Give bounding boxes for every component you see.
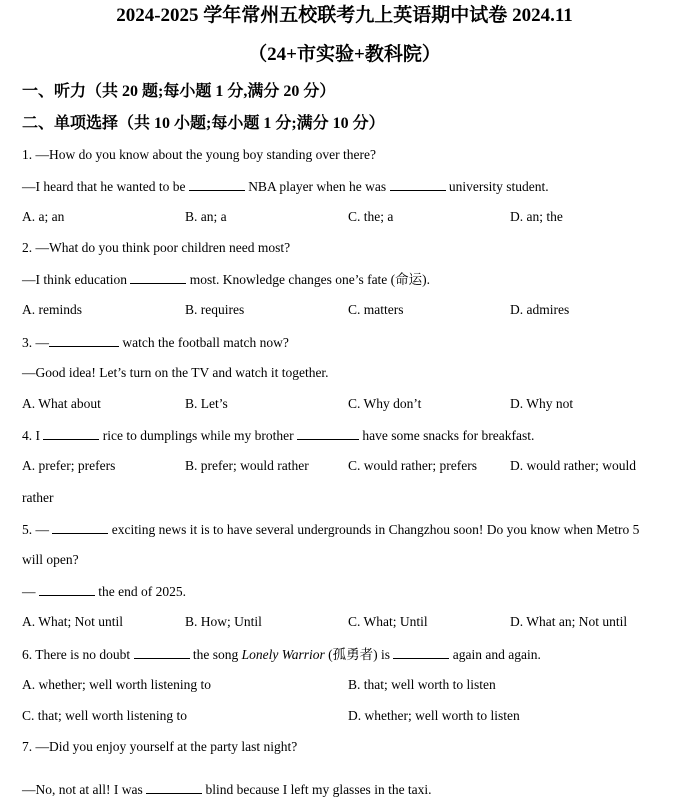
question-6-stem: 6. There is no doubt the song Lonely Warrior (孤勇者) is again and again. bbox=[22, 647, 541, 662]
song-title: Lonely Warrior bbox=[241, 647, 325, 662]
question-3-option-b: B. Let’s bbox=[185, 396, 228, 411]
question-2-option-a: A. reminds bbox=[22, 302, 82, 317]
question-3-option-a: A. What about bbox=[22, 396, 101, 411]
question-1-option-b: B. an; a bbox=[185, 209, 227, 224]
blank bbox=[39, 582, 95, 596]
question-6-option-d: D. whether; well worth to listen bbox=[348, 708, 520, 723]
exam-subtitle: （24+市实验+教科院） bbox=[248, 44, 441, 65]
question-7-stem: 7. —Did you enjoy yourself at the party last night? bbox=[22, 739, 298, 754]
exam-title: 2024-2025 学年常州五校联考九上英语期中试卷 2024.11 bbox=[116, 5, 573, 26]
question-2-answer-line: —I think education most. Knowledge changes one’s fate (命运). bbox=[22, 272, 431, 287]
question-5-option-d: D. What an; Not until bbox=[510, 614, 628, 629]
question-5-reply: — the end of 2025. bbox=[22, 584, 186, 599]
question-2-stem: 2. —What do you think poor children need most? bbox=[22, 240, 291, 255]
question-5-stem: 5. — exciting news it is to have several undergrounds in Changzhou soon! Do you know when Metro 5 bbox=[22, 522, 640, 537]
question-1-option-d: D. an; the bbox=[510, 209, 563, 224]
blank bbox=[146, 780, 202, 794]
blank bbox=[52, 520, 108, 534]
question-3-option-d: D. Why not bbox=[510, 396, 574, 411]
question-5-option-b: B. How; Until bbox=[185, 614, 262, 629]
question-4-option-d-wrap: rather bbox=[22, 490, 54, 505]
blank bbox=[297, 426, 359, 440]
question-1-answer-line: —I heard that he wanted to be NBA player when he was university student. bbox=[22, 179, 549, 194]
blank bbox=[390, 177, 446, 191]
question-3-stem: 3. — watch the football match now? bbox=[22, 335, 289, 350]
question-3-reply: —Good idea! Let’s turn on the TV and watch it together. bbox=[22, 365, 329, 380]
question-7-reply: —No, not at all! I was blind because I left my glasses in the taxi. bbox=[22, 782, 432, 797]
question-4-option-b: B. prefer; would rather bbox=[185, 458, 309, 473]
blank bbox=[134, 645, 190, 659]
question-4-option-c: C. would rather; prefers bbox=[348, 458, 477, 473]
question-5-option-c: C. What; Until bbox=[348, 614, 428, 629]
question-1-option-c: C. the; a bbox=[348, 209, 394, 224]
question-4-stem: 4. I rice to dumplings while my brother have some snacks for breakfast. bbox=[22, 428, 535, 443]
blank bbox=[189, 177, 245, 191]
blank bbox=[49, 333, 119, 347]
question-4-option-a: A. prefer; prefers bbox=[22, 458, 116, 473]
blank bbox=[130, 270, 186, 284]
section-single-choice: 二、单项选择（共 10 小题;每小题 1 分;满分 10 分） bbox=[22, 115, 385, 132]
section-listening: 一、听力（共 20 题;每小题 1 分,满分 20 分） bbox=[22, 83, 336, 100]
question-5-stem-wrap: will open? bbox=[22, 552, 79, 567]
question-5-option-a: A. What; Not until bbox=[22, 614, 123, 629]
question-6-option-c: C. that; well worth listening to bbox=[22, 708, 187, 723]
question-1-stem: 1. —How do you know about the young boy standing over there? bbox=[22, 147, 376, 162]
question-6-option-b: B. that; well worth to listen bbox=[348, 677, 496, 692]
question-3-option-c: C. Why don’t bbox=[348, 396, 422, 411]
question-2-option-c: C. matters bbox=[348, 302, 404, 317]
question-6-option-a: A. whether; well worth listening to bbox=[22, 677, 211, 692]
question-1-option-a: A. a; an bbox=[22, 209, 65, 224]
question-2-option-b: B. requires bbox=[185, 302, 245, 317]
blank bbox=[43, 426, 99, 440]
blank bbox=[393, 645, 449, 659]
question-4-option-d: D. would rather; would bbox=[510, 458, 636, 473]
question-2-option-d: D. admires bbox=[510, 302, 570, 317]
